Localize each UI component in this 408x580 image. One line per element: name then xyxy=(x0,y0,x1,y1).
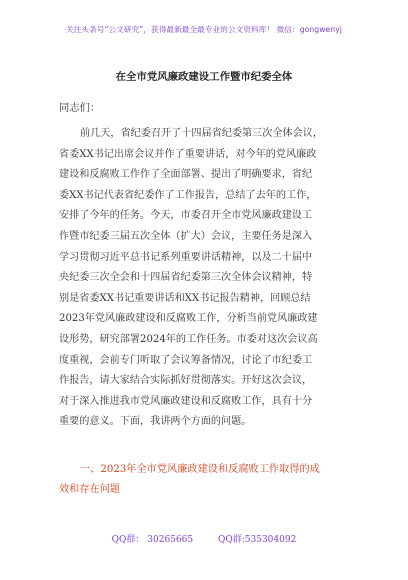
paragraph-line: 前几天，省纪委召开了十四届省纪委第三次全体会议， xyxy=(80,128,323,139)
paragraph-line: 作暨市纪委三届五次全体（扩大）会议，主要任务是深入 xyxy=(59,230,313,242)
section-heading-line: 一、2023年全市党风廉政建设和反腐败工作取得的成 xyxy=(80,464,320,475)
paragraph-line: 别是省委XX书记重要讲话和XX书记报告精神，回顾总结 xyxy=(59,292,311,304)
qq-group-2: QQ群:535304092 xyxy=(217,535,297,545)
header-banner: 关注头条号“公文研究”，获得最新最全最专业的公文资料库！ 微信：gongwenyj xyxy=(66,25,342,34)
paragraph-line: 委XX书记代表省纪委作了工作报告，总结了去年的工作， xyxy=(59,189,317,201)
salutation: 同志们： xyxy=(59,102,101,114)
qq-group-1: QQ群： 30265665 xyxy=(111,535,194,545)
paragraph-line: 学习贯彻习近平总书记系列重要讲话精神，以及二十届中 xyxy=(59,251,313,263)
paragraph-line: 度重视，会前专门听取了会议筹备情况，讨论了市纪委工 xyxy=(59,354,313,366)
paragraph-line: 作报告，请大家结合实际抓好贯彻落实。开好这次会议， xyxy=(59,375,313,387)
paragraph-line: 对于深入推进我市党风廉政建设和反腐败工作，具有十分 xyxy=(59,395,313,407)
body-paragraph xyxy=(59,124,356,433)
paragraph-line: 省委XX书记出席会议并作了重要讲话，对今年的党风廉政 xyxy=(59,148,317,160)
paragraph-line: 重要的意义。下面，我讲两个方面的问题。 xyxy=(59,416,252,428)
paragraph-line: 央纪委三次全会和十四届省纪委第三次全体会议精神，特 xyxy=(59,272,313,284)
document-title: 在全市党风廉政建设工作暨市纪委全体 xyxy=(115,71,293,83)
footer xyxy=(0,532,408,545)
section-heading-line: 效和存在问题 xyxy=(59,483,121,495)
paragraph-line: 2023年党风廉政建设和反腐败工作，分析当前党风廉政建 xyxy=(59,313,318,325)
paragraph-line: 安排了今年的任务。今天，市委召开全市党风廉政建设工 xyxy=(59,210,313,222)
paragraph-line: 建设和反腐败工作作了全面部署、提出了明确要求，省纪 xyxy=(59,169,313,181)
paragraph-line: 设形势，研究部署2024年的工作任务。市委对这次会议高 xyxy=(59,333,318,345)
section-heading xyxy=(59,460,359,499)
